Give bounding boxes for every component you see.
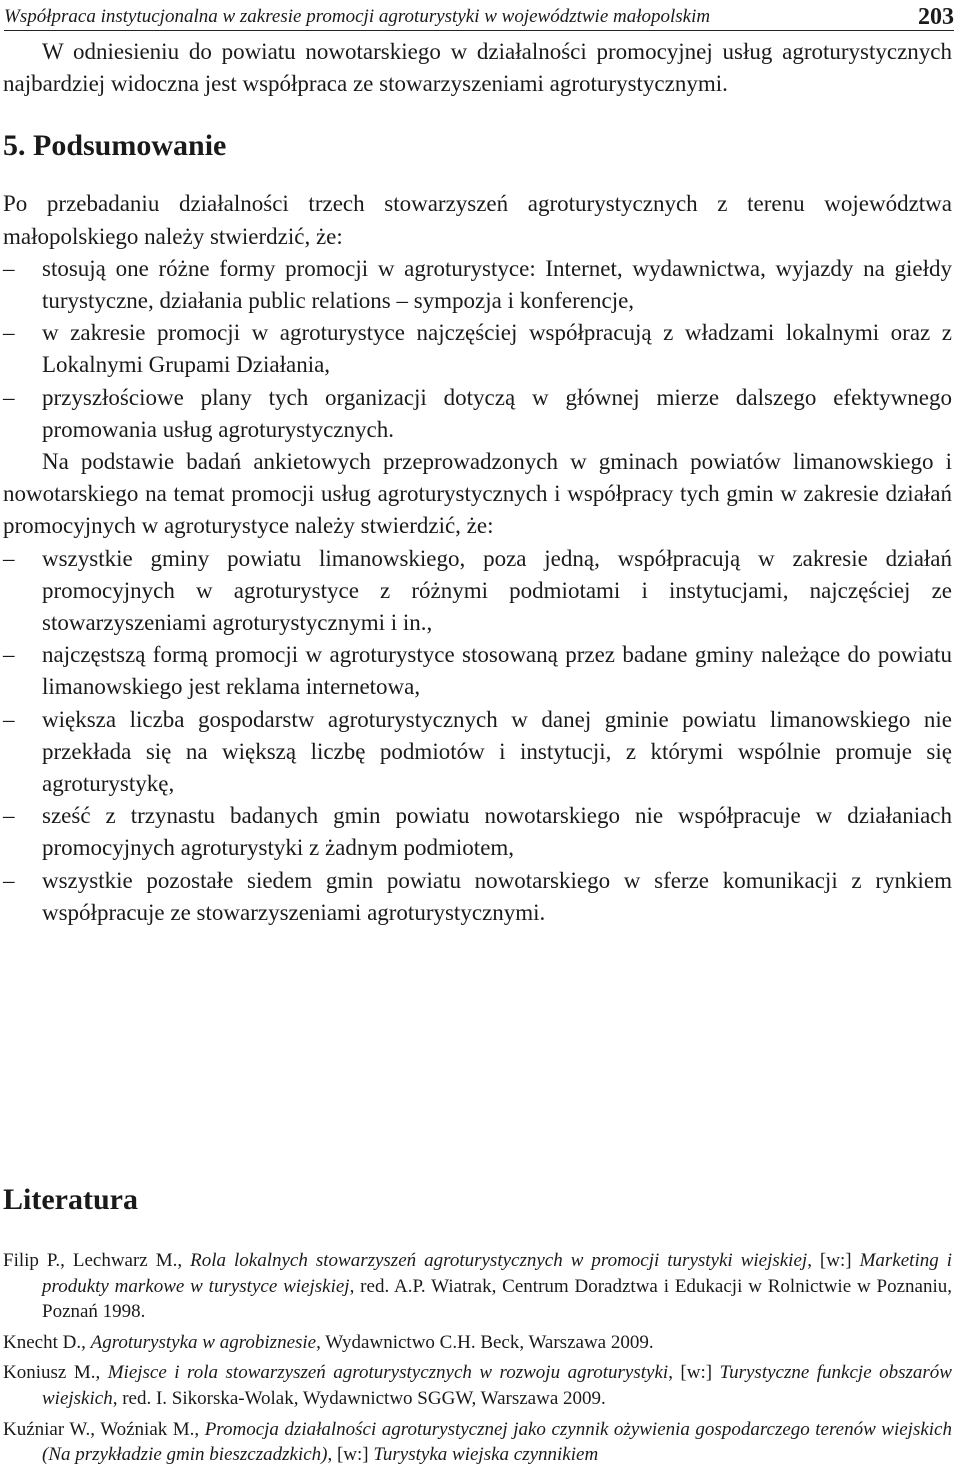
list-item [3, 253, 952, 317]
list-item [3, 639, 952, 703]
reference-entry [3, 1417, 952, 1468]
list-item-text: sześć z trzynastu badanych gmin powiatu nowotarskiego nie współpracuje w działaniach promocyjnych agroturystyki z żadnym podmiotem, [42, 803, 952, 861]
body-text [3, 36, 952, 929]
ref-text: , [w:] [807, 1250, 860, 1271]
ref-authors: Kuźniar W., Woźniak M., [3, 1418, 205, 1440]
ref-authors: Knecht D., [3, 1331, 91, 1353]
dash-bullet: – [3, 384, 15, 410]
list-item-text: w zakresie promocji w agroturystyce najczęściej współpracują z władzami lokalnymi oraz z Lokalnymi Grupami Działania, [42, 320, 952, 378]
list-item-text: stosują one różne formy promocji w agroturystyce: Internet, wydawnictwa, wyjazdy na giełdy turystyczne, działania public relations – sympozja i konferencje, [42, 255, 952, 314]
ref-text: , [w:] [668, 1362, 720, 1384]
summary-paragraph-1: Po przebadaniu działalności trzech stowarzyszeń agroturystycznych z terenu województwa małopolskiego należy stwierdzić, że: [3, 191, 952, 249]
dash-bullet: – [3, 255, 15, 281]
ref-title: Miejsce i rola stowarzyszeń agroturystycznych w rozwoju agroturystyki [107, 1362, 669, 1384]
running-title: Współpraca instytucjonalna w zakresie promocji agroturystyki w województwie małopolskim [4, 6, 711, 27]
page-number: 203 [918, 4, 954, 30]
summary-list-1 [3, 253, 952, 446]
ref-title: Promocja działalności agroturystycznej jako czynnik ożywienia gospodarczego terenów wiejskich (Na przykładzie gmin bieszczadzkich) [42, 1418, 952, 1466]
reference-entry [3, 1360, 952, 1411]
ref-publisher: , red. I. Sikorska-Wolak, Wydawnictwo SGGW, Warszawa 2009. [112, 1387, 606, 1409]
ref-publisher: , red. A.P. Wiatrak, Centrum Doradztwa i Edukacji w Rolnictwie w Poznaniu, Poznań 1998. [42, 1275, 952, 1323]
ref-text: , [w:] [327, 1444, 374, 1466]
summary-paragraph-2: Na podstawie badań ankietowych przeprowadzonych w gminach powiatów limanowskiego i nowotarskiego na temat promocji usług agroturystycznych i współpracy tych gmin w zakresie działań promocyjnych w agroturystyce należy stwierdzić, że: [3, 449, 952, 539]
intro-paragraph: W odniesieniu do powiatu nowotarskiego w działalności promocyjnej usług agroturystycznych najbardziej widoczna jest współpraca ze stowarzyszeniami agroturystycznymi. [3, 39, 952, 97]
running-header [4, 0, 954, 31]
dash-bullet: – [3, 706, 15, 732]
list-item [3, 382, 952, 446]
list-item [3, 800, 952, 864]
list-item [3, 704, 952, 801]
ref-authors: Koniusz M., [3, 1362, 108, 1384]
dash-bullet: – [3, 803, 15, 829]
ref-book-title: Marketing i produkty markowe w turystyce wiejskiej [42, 1250, 952, 1297]
dash-bullet: – [3, 545, 15, 571]
section-heading-wrap [3, 126, 952, 166]
ref-publisher: , Wydawnictwo C.H. Beck, Warszawa 2009. [316, 1331, 654, 1353]
list-item-text: wszystkie gminy powiatu limanowskiego, poza jedną, współpracują w zakresie działań promocyjnych w agroturystyce z różnymi podmiotami i instytucjami, najczęściej ze stowarzyszeniami agroturystycznymi i in., [42, 545, 952, 636]
dash-bullet: – [3, 320, 15, 346]
ref-title: Rola lokalnych stowarzyszeń agroturystycznych w promocji turystyki wiejskiej [190, 1250, 808, 1271]
list-item-text: wszystkie pozostałe siedem gmin powiatu nowotarskiego w sferze komunikacji z rynkiem współpracuje ze stowarzyszeniami agroturystycznymi. [42, 867, 952, 925]
summary-list-2 [3, 543, 952, 929]
ref-authors: Filip P., Lechwarz M., [3, 1250, 191, 1271]
reference-list [3, 1248, 952, 1473]
list-item [3, 317, 952, 381]
list-item-text: przyszłościowe plany tych organizacji dotyczą w głównej mierze dalszego efektywnego promowania usług agroturystycznych. [42, 384, 952, 442]
literature-title: Literatura [3, 1183, 138, 1216]
list-item [3, 865, 952, 929]
dash-bullet: – [3, 867, 15, 893]
ref-title: Agroturystyka w agrobiznesie [90, 1331, 317, 1353]
section-title: 5. Podsumowanie [3, 129, 227, 163]
list-item-text: większa liczba gospodarstw agroturystycznych w danej gminie powiatu limanowskiego nie przekłada się na większą liczbę podmiotów i instytucji, z którymi wspólnie promuje się agroturystykę, [42, 706, 952, 797]
dash-bullet: – [3, 642, 15, 668]
ref-book-title: Turystyka wiejska czynnikiem [373, 1444, 599, 1466]
reference-entry [3, 1248, 952, 1325]
list-item [3, 543, 952, 640]
ref-book-title: Turystyczne funkcje obszarów wiejskich [42, 1362, 952, 1409]
list-item-text: najczęstszą formą promocji w agroturystyce stosowaną przez badane gminy należące do powiatu limanowskiego jest reklama internetowa, [42, 642, 952, 700]
reference-entry [3, 1330, 952, 1356]
